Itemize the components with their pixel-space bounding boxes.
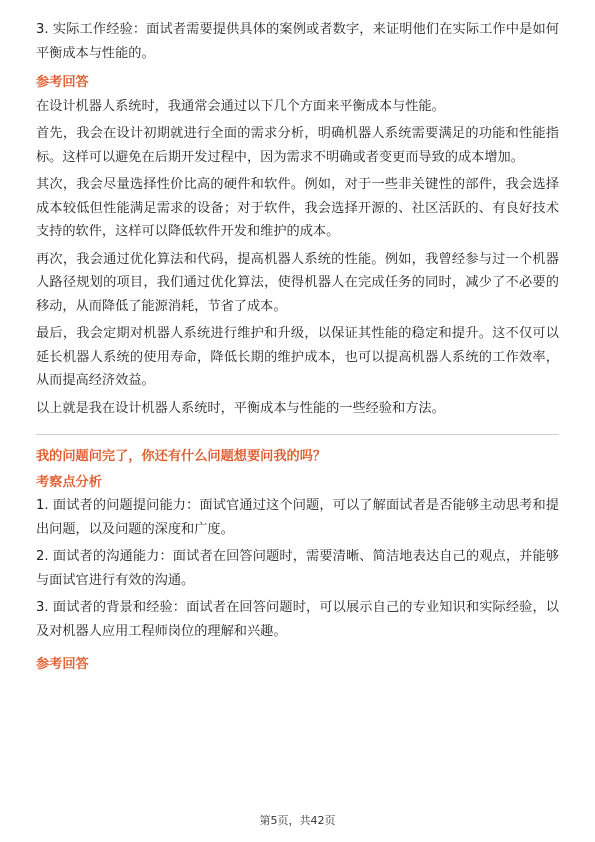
answer-label-1: 参考回答 [36,75,89,90]
page-footer: 第5页，共42页 [259,814,336,827]
analysis-point-1: 1. 面试者的问题提问能力：面试官通过这个问题，可以了解面试者是否能够主动思考和提出问题，以及问题的深度和广度。 [36,498,559,537]
question-title: 我的问题问完了，你还有什么问题想要问我的吗？ [36,449,327,464]
answer-paragraph-5: 最后，我会定期对机器人系统进行维护和升级，以保证其性能的稳定和提升。这不仅可以延长机器人系统的使用寿命，降低长期的维护成本，也可以提高机器人系统的工作效率，从而提高经济效益。 [36,326,559,388]
answer-paragraph-4: 再次，我会通过优化算法和代码，提高机器人系统的性能。例如，我曾经参与过一个机器人路径规划的项目，我们通过优化算法，使得机器人在完成任务的同时，减少了不必要的移动，从而降低了能源消耗，节省了成本。 [36,251,559,314]
analysis-point-3: 3. 面试者的背景和经验：面试者在回答问题时，可以展示自己的专业知识和实际经验，以及对机器人应用工程师岗位的理解和兴趣。 [36,600,559,639]
analysis-point-2: 2. 面试者的沟通能力：面试者在回答问题时，需要清晰、简洁地表达自己的观点，并能够与面试官进行有效的沟通。 [36,549,559,588]
answer-paragraph-6: 以上就是我在设计机器人系统时，平衡成本与性能的一些经验和方法。 [36,400,445,416]
answer-paragraph-2: 首先，我会在设计初期就进行全面的需求分析，明确机器人系统需要满足的功能和性能指标。这样可以避免在后期开发过程中，因为需求不明确或者变更而导致的成本增加。 [36,126,559,165]
analysis-label: 考察点分析 [36,474,102,490]
answer-paragraph-3: 其次，我会尽量选择性价比高的硬件和软件。例如，对于一些非关键性的部件，我会选择成本较低但性能满足需求的设备；对于软件，我会选择开源的、社区活跃的、有良好技术支持的软件，这样可以降低软件开发和维护的成本。 [36,177,559,239]
intro-point-3: 3. 实际工作经验：面试者需要提供具体的案例或者数字，来证明他们在实际工作中是如何平衡成本与性能的。 [36,22,559,61]
answer-label-2: 参考回答 [36,657,89,672]
section-divider [36,434,559,435]
document-page [36,18,559,677]
answer-paragraph-1: 在设计机器人系统时，我通常会通过以下几个方面来平衡成本与性能。 [36,98,445,114]
